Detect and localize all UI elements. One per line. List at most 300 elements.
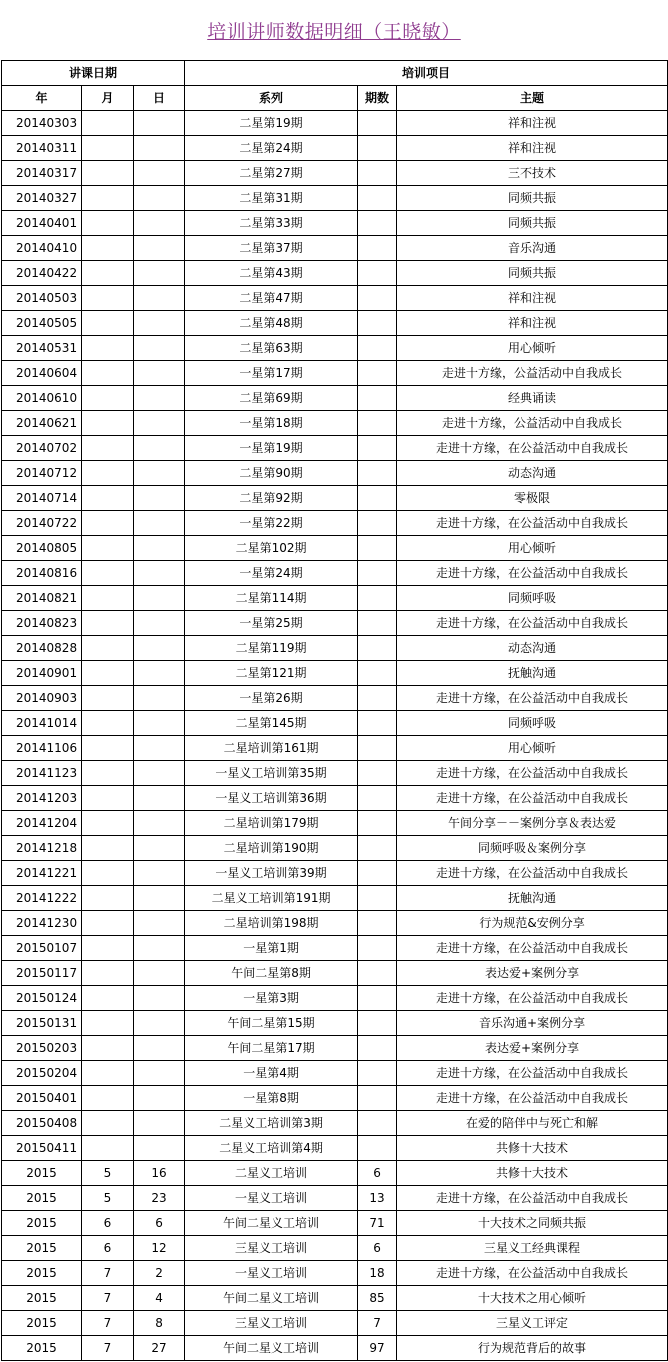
cell-issue bbox=[358, 986, 397, 1011]
table-row bbox=[2, 136, 668, 161]
cell-year: 2015 bbox=[2, 1311, 82, 1336]
cell-month: 7 bbox=[82, 1286, 134, 1311]
cell-topic: 抚触沟通 bbox=[397, 886, 668, 911]
cell-topic: 三不技术 bbox=[397, 161, 668, 186]
cell-year: 2015 bbox=[2, 1336, 82, 1361]
cell-day bbox=[134, 811, 185, 836]
cell-topic: 表达爱+案例分享 bbox=[397, 1036, 668, 1061]
cell-issue bbox=[358, 461, 397, 486]
cell-issue bbox=[358, 786, 397, 811]
group-header-project: 培训项目 bbox=[185, 61, 668, 86]
cell-series: 二星第63期 bbox=[185, 336, 358, 361]
header-month: 月 bbox=[82, 86, 134, 111]
cell-day bbox=[134, 461, 185, 486]
cell-series: 一星义工培训第39期 bbox=[185, 861, 358, 886]
cell-day bbox=[134, 211, 185, 236]
cell-year: 2015 bbox=[2, 1236, 82, 1261]
cell-day bbox=[134, 536, 185, 561]
cell-series: 三星义工培训 bbox=[185, 1311, 358, 1336]
cell-day bbox=[134, 561, 185, 586]
cell-month bbox=[82, 386, 134, 411]
cell-year: 20140311 bbox=[2, 136, 82, 161]
cell-year: 20150203 bbox=[2, 1036, 82, 1061]
cell-year: 20140621 bbox=[2, 411, 82, 436]
table-row bbox=[2, 611, 668, 636]
cell-topic: 祥和注视 bbox=[397, 111, 668, 136]
cell-day bbox=[134, 236, 185, 261]
table-row bbox=[2, 1186, 668, 1211]
cell-month bbox=[82, 611, 134, 636]
cell-month bbox=[82, 561, 134, 586]
cell-year: 20140901 bbox=[2, 661, 82, 686]
group-header-row bbox=[2, 61, 668, 86]
cell-series: 二星第27期 bbox=[185, 161, 358, 186]
cell-issue bbox=[358, 536, 397, 561]
cell-issue bbox=[358, 636, 397, 661]
table-row bbox=[2, 986, 668, 1011]
cell-series: 二星培训第198期 bbox=[185, 911, 358, 936]
cell-month: 5 bbox=[82, 1186, 134, 1211]
table-row bbox=[2, 286, 668, 311]
header-year: 年 bbox=[2, 86, 82, 111]
header-series: 系列 bbox=[185, 86, 358, 111]
table-row bbox=[2, 536, 668, 561]
cell-month bbox=[82, 436, 134, 461]
cell-series: 二星第31期 bbox=[185, 186, 358, 211]
cell-day bbox=[134, 1111, 185, 1136]
cell-issue bbox=[358, 761, 397, 786]
cell-month bbox=[82, 161, 134, 186]
cell-topic: 在爱的陪伴中与死亡和解 bbox=[397, 1111, 668, 1136]
cell-year: 20141014 bbox=[2, 711, 82, 736]
cell-issue bbox=[358, 511, 397, 536]
cell-series: 午间二星义工培训 bbox=[185, 1336, 358, 1361]
cell-day bbox=[134, 836, 185, 861]
cell-topic: 行为规范背后的故事 bbox=[397, 1336, 668, 1361]
table-row bbox=[2, 911, 668, 936]
cell-month bbox=[82, 361, 134, 386]
cell-month bbox=[82, 311, 134, 336]
cell-year: 20141123 bbox=[2, 761, 82, 786]
cell-month bbox=[82, 236, 134, 261]
cell-series: 二星第145期 bbox=[185, 711, 358, 736]
cell-issue: 85 bbox=[358, 1286, 397, 1311]
cell-month bbox=[82, 986, 134, 1011]
cell-month bbox=[82, 1036, 134, 1061]
cell-issue bbox=[358, 886, 397, 911]
cell-month bbox=[82, 461, 134, 486]
table-row bbox=[2, 1311, 668, 1336]
cell-topic: 同频呼吸 bbox=[397, 711, 668, 736]
cell-issue bbox=[358, 486, 397, 511]
cell-issue bbox=[358, 836, 397, 861]
cell-year: 20140828 bbox=[2, 636, 82, 661]
cell-month bbox=[82, 636, 134, 661]
cell-series: 一星第3期 bbox=[185, 986, 358, 1011]
cell-day bbox=[134, 386, 185, 411]
cell-day bbox=[134, 586, 185, 611]
cell-year: 20140505 bbox=[2, 311, 82, 336]
cell-month bbox=[82, 1011, 134, 1036]
cell-topic: 祥和注视 bbox=[397, 311, 668, 336]
cell-year: 20150124 bbox=[2, 986, 82, 1011]
cell-series: 二星培训第161期 bbox=[185, 736, 358, 761]
cell-topic: 走进十方缘，在公益活动中自我成长 bbox=[397, 611, 668, 636]
cell-series: 二星第92期 bbox=[185, 486, 358, 511]
cell-month: 7 bbox=[82, 1261, 134, 1286]
cell-series: 一星第22期 bbox=[185, 511, 358, 536]
cell-issue: 13 bbox=[358, 1186, 397, 1211]
page-title: 培训讲师数据明细（王晓敏） bbox=[207, 20, 461, 43]
cell-series: 一星义工培训 bbox=[185, 1186, 358, 1211]
cell-issue bbox=[358, 936, 397, 961]
cell-topic: 十大技术之同频共振 bbox=[397, 1211, 668, 1236]
cell-issue bbox=[358, 611, 397, 636]
cell-topic: 走进十方缘，在公益活动中自我成长 bbox=[397, 986, 668, 1011]
table-row bbox=[2, 111, 668, 136]
cell-year: 20141218 bbox=[2, 836, 82, 861]
table-row bbox=[2, 1236, 668, 1261]
table-row bbox=[2, 1136, 668, 1161]
cell-topic: 同频共振 bbox=[397, 186, 668, 211]
table-row bbox=[2, 786, 668, 811]
cell-year: 20141106 bbox=[2, 736, 82, 761]
title-bar bbox=[0, 0, 668, 60]
cell-year: 20140610 bbox=[2, 386, 82, 411]
cell-month bbox=[82, 961, 134, 986]
table-row bbox=[2, 261, 668, 286]
header-topic: 主题 bbox=[397, 86, 668, 111]
cell-day bbox=[134, 186, 185, 211]
cell-month bbox=[82, 586, 134, 611]
cell-year: 20140327 bbox=[2, 186, 82, 211]
cell-month bbox=[82, 211, 134, 236]
table-row bbox=[2, 1211, 668, 1236]
cell-series: 二星第47期 bbox=[185, 286, 358, 311]
cell-series: 一星第25期 bbox=[185, 611, 358, 636]
cell-day bbox=[134, 286, 185, 311]
group-header-date: 讲课日期 bbox=[2, 61, 185, 86]
cell-month bbox=[82, 511, 134, 536]
header-day: 日 bbox=[134, 86, 185, 111]
cell-day bbox=[134, 961, 185, 986]
cell-month bbox=[82, 1061, 134, 1086]
cell-day bbox=[134, 1036, 185, 1061]
cell-day bbox=[134, 136, 185, 161]
cell-day bbox=[134, 161, 185, 186]
cell-topic: 走进十方缘，在公益活动中自我成长 bbox=[397, 1061, 668, 1086]
cell-day bbox=[134, 736, 185, 761]
cell-issue bbox=[358, 586, 397, 611]
cell-year: 20150131 bbox=[2, 1011, 82, 1036]
cell-topic: 行为规范&安例分享 bbox=[397, 911, 668, 936]
cell-year: 20140531 bbox=[2, 336, 82, 361]
cell-day: 4 bbox=[134, 1286, 185, 1311]
cell-year: 20140503 bbox=[2, 286, 82, 311]
cell-day bbox=[134, 436, 185, 461]
cell-issue bbox=[358, 1086, 397, 1111]
cell-topic: 动态沟通 bbox=[397, 461, 668, 486]
cell-topic: 同频共振 bbox=[397, 211, 668, 236]
cell-series: 一星第18期 bbox=[185, 411, 358, 436]
cell-year: 20141204 bbox=[2, 811, 82, 836]
cell-day bbox=[134, 861, 185, 886]
cell-series: 二星第90期 bbox=[185, 461, 358, 486]
cell-issue bbox=[358, 911, 397, 936]
cell-topic: 用心倾听 bbox=[397, 336, 668, 361]
cell-year: 20140422 bbox=[2, 261, 82, 286]
cell-day bbox=[134, 361, 185, 386]
cell-month bbox=[82, 411, 134, 436]
table-row bbox=[2, 586, 668, 611]
cell-issue bbox=[358, 1061, 397, 1086]
cell-series: 一星第1期 bbox=[185, 936, 358, 961]
cell-topic: 午间分享－－案例分享＆表达爱 bbox=[397, 811, 668, 836]
table-row bbox=[2, 936, 668, 961]
cell-issue bbox=[358, 336, 397, 361]
cell-year: 20150117 bbox=[2, 961, 82, 986]
cell-month bbox=[82, 1136, 134, 1161]
cell-issue: 18 bbox=[358, 1261, 397, 1286]
cell-month bbox=[82, 661, 134, 686]
cell-issue bbox=[358, 561, 397, 586]
cell-issue bbox=[358, 211, 397, 236]
cell-series: 午间二星第15期 bbox=[185, 1011, 358, 1036]
cell-month bbox=[82, 186, 134, 211]
table-row bbox=[2, 336, 668, 361]
cell-topic: 走进十方缘，在公益活动中自我成长 bbox=[397, 686, 668, 711]
table-row bbox=[2, 711, 668, 736]
cell-year: 20141221 bbox=[2, 861, 82, 886]
cell-day bbox=[134, 336, 185, 361]
cell-topic: 音乐沟通+案例分享 bbox=[397, 1011, 668, 1036]
cell-issue bbox=[358, 1136, 397, 1161]
cell-series: 二星义工培训第191期 bbox=[185, 886, 358, 911]
cell-topic: 表达爱+案例分享 bbox=[397, 961, 668, 986]
cell-year: 20140303 bbox=[2, 111, 82, 136]
cell-day: 2 bbox=[134, 1261, 185, 1286]
table-row bbox=[2, 461, 668, 486]
cell-day bbox=[134, 636, 185, 661]
cell-series: 二星第33期 bbox=[185, 211, 358, 236]
cell-series: 午间二星义工培训 bbox=[185, 1211, 358, 1236]
cell-month bbox=[82, 686, 134, 711]
cell-day bbox=[134, 761, 185, 786]
cell-month bbox=[82, 1086, 134, 1111]
cell-topic: 三星义工评定 bbox=[397, 1311, 668, 1336]
cell-issue bbox=[358, 411, 397, 436]
cell-topic: 用心倾听 bbox=[397, 736, 668, 761]
cell-day bbox=[134, 886, 185, 911]
cell-topic: 走进十方缘，公益活动中自我成长 bbox=[397, 411, 668, 436]
table-row bbox=[2, 661, 668, 686]
table-row bbox=[2, 961, 668, 986]
cell-topic: 经典诵读 bbox=[397, 386, 668, 411]
cell-issue: 71 bbox=[358, 1211, 397, 1236]
table-row bbox=[2, 211, 668, 236]
cell-day bbox=[134, 786, 185, 811]
cell-series: 二星第37期 bbox=[185, 236, 358, 261]
cell-year: 20140821 bbox=[2, 586, 82, 611]
cell-year: 20150204 bbox=[2, 1061, 82, 1086]
table-row bbox=[2, 886, 668, 911]
cell-issue bbox=[358, 361, 397, 386]
table-row bbox=[2, 186, 668, 211]
cell-month bbox=[82, 536, 134, 561]
table-row bbox=[2, 1336, 668, 1361]
cell-day bbox=[134, 411, 185, 436]
cell-month bbox=[82, 111, 134, 136]
table-row bbox=[2, 1261, 668, 1286]
cell-month bbox=[82, 261, 134, 286]
cell-issue bbox=[358, 436, 397, 461]
cell-issue bbox=[358, 161, 397, 186]
header-issue: 期数 bbox=[358, 86, 397, 111]
cell-month bbox=[82, 711, 134, 736]
cell-month bbox=[82, 1111, 134, 1136]
table-row bbox=[2, 1036, 668, 1061]
cell-topic: 走进十方缘，在公益活动中自我成长 bbox=[397, 511, 668, 536]
cell-series: 二星培训第190期 bbox=[185, 836, 358, 861]
cell-topic: 走进十方缘，在公益活动中自我成长 bbox=[397, 436, 668, 461]
cell-month bbox=[82, 486, 134, 511]
cell-series: 午间二星第8期 bbox=[185, 961, 358, 986]
table-row bbox=[2, 861, 668, 886]
cell-year: 20140604 bbox=[2, 361, 82, 386]
table-row bbox=[2, 411, 668, 436]
table-row bbox=[2, 561, 668, 586]
cell-series: 二星第69期 bbox=[185, 386, 358, 411]
cell-year: 20140702 bbox=[2, 436, 82, 461]
cell-day: 8 bbox=[134, 1311, 185, 1336]
table-row bbox=[2, 311, 668, 336]
cell-series: 一星第17期 bbox=[185, 361, 358, 386]
table-row bbox=[2, 511, 668, 536]
cell-topic: 抚触沟通 bbox=[397, 661, 668, 686]
cell-month: 5 bbox=[82, 1161, 134, 1186]
cell-day bbox=[134, 936, 185, 961]
cell-topic: 共修十大技术 bbox=[397, 1161, 668, 1186]
cell-month bbox=[82, 886, 134, 911]
cell-year: 20140410 bbox=[2, 236, 82, 261]
cell-month bbox=[82, 136, 134, 161]
cell-series: 午间二星第17期 bbox=[185, 1036, 358, 1061]
cell-year: 20150411 bbox=[2, 1136, 82, 1161]
table-row bbox=[2, 161, 668, 186]
table-row bbox=[2, 1286, 668, 1311]
cell-year: 2015 bbox=[2, 1186, 82, 1211]
table-row bbox=[2, 736, 668, 761]
cell-month bbox=[82, 336, 134, 361]
cell-year: 20141222 bbox=[2, 886, 82, 911]
cell-year: 20140903 bbox=[2, 686, 82, 711]
cell-topic: 音乐沟通 bbox=[397, 236, 668, 261]
cell-topic: 十大技术之用心倾听 bbox=[397, 1286, 668, 1311]
cell-series: 二星义工培训第3期 bbox=[185, 1111, 358, 1136]
cell-topic: 同频呼吸＆案例分享 bbox=[397, 836, 668, 861]
cell-series: 二星第102期 bbox=[185, 536, 358, 561]
cell-year: 2015 bbox=[2, 1211, 82, 1236]
cell-year: 20150107 bbox=[2, 936, 82, 961]
cell-topic: 走进十方缘，在公益活动中自我成长 bbox=[397, 561, 668, 586]
cell-day bbox=[134, 1086, 185, 1111]
cell-year: 2015 bbox=[2, 1261, 82, 1286]
cell-day: 12 bbox=[134, 1236, 185, 1261]
cell-year: 20150401 bbox=[2, 1086, 82, 1111]
cell-day bbox=[134, 111, 185, 136]
cell-issue bbox=[358, 111, 397, 136]
cell-year: 20141230 bbox=[2, 911, 82, 936]
table-row bbox=[2, 236, 668, 261]
cell-issue bbox=[358, 186, 397, 211]
cell-year: 20140401 bbox=[2, 211, 82, 236]
cell-topic: 同频共振 bbox=[397, 261, 668, 286]
cell-year: 20140714 bbox=[2, 486, 82, 511]
cell-year: 20140712 bbox=[2, 461, 82, 486]
cell-month bbox=[82, 761, 134, 786]
cell-series: 一星第19期 bbox=[185, 436, 358, 461]
table-row bbox=[2, 1111, 668, 1136]
cell-topic: 祥和注视 bbox=[397, 136, 668, 161]
cell-day: 23 bbox=[134, 1186, 185, 1211]
cell-issue bbox=[358, 1036, 397, 1061]
cell-day bbox=[134, 661, 185, 686]
cell-issue: 7 bbox=[358, 1311, 397, 1336]
cell-series: 一星第26期 bbox=[185, 686, 358, 711]
cell-series: 一星第8期 bbox=[185, 1086, 358, 1111]
table-row bbox=[2, 811, 668, 836]
cell-month: 6 bbox=[82, 1236, 134, 1261]
cell-issue bbox=[358, 311, 397, 336]
cell-topic: 走进十方缘，在公益活动中自我成长 bbox=[397, 861, 668, 886]
cell-series: 二星第24期 bbox=[185, 136, 358, 161]
cell-day bbox=[134, 1136, 185, 1161]
cell-month bbox=[82, 811, 134, 836]
cell-day bbox=[134, 1061, 185, 1086]
cell-issue bbox=[358, 736, 397, 761]
cell-day bbox=[134, 311, 185, 336]
cell-year: 20140816 bbox=[2, 561, 82, 586]
cell-series: 一星义工培训第35期 bbox=[185, 761, 358, 786]
table-row bbox=[2, 486, 668, 511]
cell-series: 二星第19期 bbox=[185, 111, 358, 136]
cell-year: 20140722 bbox=[2, 511, 82, 536]
cell-year: 20150408 bbox=[2, 1111, 82, 1136]
cell-month bbox=[82, 936, 134, 961]
cell-topic: 同频呼吸 bbox=[397, 586, 668, 611]
cell-month bbox=[82, 786, 134, 811]
cell-series: 二星第121期 bbox=[185, 661, 358, 686]
cell-year: 20140823 bbox=[2, 611, 82, 636]
cell-topic: 走进十方缘，在公益活动中自我成长 bbox=[397, 761, 668, 786]
cell-issue bbox=[358, 686, 397, 711]
cell-issue: 6 bbox=[358, 1161, 397, 1186]
cell-issue bbox=[358, 661, 397, 686]
table-row bbox=[2, 361, 668, 386]
cell-series: 二星义工培训第4期 bbox=[185, 1136, 358, 1161]
cell-series: 二星第43期 bbox=[185, 261, 358, 286]
table-row bbox=[2, 836, 668, 861]
cell-day bbox=[134, 261, 185, 286]
cell-month bbox=[82, 736, 134, 761]
cell-topic: 走进十方缘，在公益活动中自我成长 bbox=[397, 786, 668, 811]
cell-series: 二星培训第179期 bbox=[185, 811, 358, 836]
table-row bbox=[2, 1161, 668, 1186]
cell-series: 一星义工培训第36期 bbox=[185, 786, 358, 811]
cell-topic: 走进十方缘，在公益活动中自我成长 bbox=[397, 1086, 668, 1111]
table-row bbox=[2, 436, 668, 461]
cell-series: 三星义工培训 bbox=[185, 1236, 358, 1261]
